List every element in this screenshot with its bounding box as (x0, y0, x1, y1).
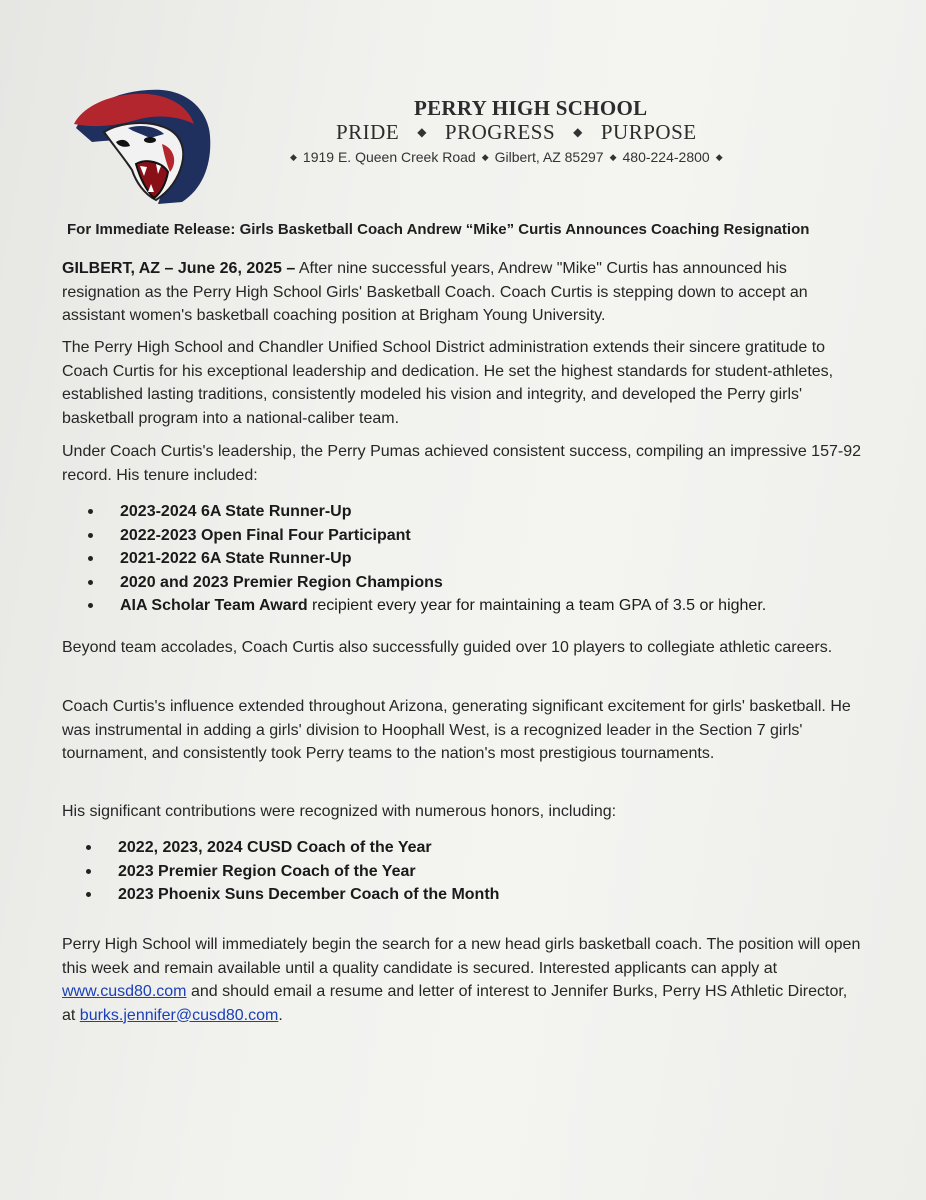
bullet-icon (86, 845, 91, 850)
email-link[interactable]: burks.jennifer@cusd80.com (79, 1006, 279, 1024)
honors-list (84, 836, 499, 907)
paragraph-search-text-c: . (278, 1006, 283, 1024)
bullet-icon (88, 533, 93, 538)
motto-purpose: PURPOSE (600, 120, 697, 144)
bullet-icon (88, 580, 93, 585)
diamond-separator-icon: ◆ (417, 125, 427, 139)
diamond-separator-icon: ◆ (715, 151, 723, 162)
list-item: 2021-2022 6A State Runner-Up (86, 547, 766, 571)
paragraph-1-text: After nine successful years, Andrew "Mike" Curtis has announced his resignation as the Perry High School Girls' Basketball Coach. Coach Curtis is stepping down to accept an assistant women's basketball coaching position at Brigham Young University. (62, 260, 808, 324)
bullet-icon (88, 509, 93, 514)
motto-progress: PROGRESS (444, 120, 556, 144)
diamond-separator-icon: ◆ (481, 151, 489, 162)
address-phone: 480-224-2800 (622, 149, 710, 165)
list-item: AIA Scholar Team Award recipient every year for maintaining a team GPA of 3.5 or higher. (86, 594, 766, 618)
release-headline: For Immediate Release: Girls Basketball Coach Andrew “Mike” Curtis Announces Coaching Resignation (67, 221, 810, 238)
school-name: PERRY HIGH SCHOOL (414, 96, 648, 120)
list-item: 2023 Premier Region Coach of the Year (84, 860, 499, 884)
list-item: 2020 and 2023 Premier Region Champions (86, 571, 766, 595)
paragraph-announcement (62, 257, 862, 328)
list-item: 2022-2023 Open Final Four Participant (86, 524, 766, 548)
address-street: 1919 E. Queen Creek Road (302, 149, 476, 165)
paragraph-collegiate: Beyond team accolades, Coach Curtis also successfully guided over 10 players to collegiate athletic careers. (62, 639, 833, 656)
bullet-icon (88, 556, 93, 561)
bullet-icon (86, 892, 91, 897)
bullet-icon (88, 603, 93, 608)
bullet-icon (86, 869, 91, 874)
diamond-separator-icon: ◆ (290, 151, 297, 162)
motto-pride: PRIDE (336, 120, 400, 144)
list-item: 2023 Phoenix Suns December Coach of the Month (84, 883, 499, 907)
paragraph-honors-intro: His significant contributions were recognized with numerous honors, including: (62, 803, 617, 820)
list-item: 2023-2024 6A State Runner-Up (86, 500, 766, 524)
list-item: 2022, 2023, 2024 CUSD Coach of the Year (84, 836, 499, 860)
paragraph-search-text-b: and should email a resume and letter of interest to Jennifer Burks, Perry HS Athletic Director, at (62, 983, 848, 1024)
paragraph-search-text-a: Perry High School will immediately begin the search for a new head girls basketball coach. The position will open this week and remain available until a quality candidate is secured. Interested applicants can apply at (62, 936, 861, 977)
address-city: Gilbert, AZ 85297 (494, 149, 604, 165)
diamond-separator-icon: ◆ (573, 125, 583, 139)
paragraph-gratitude: The Perry High School and Chandler Unified School District administration extends their sincere gratitude to Coach Curtis for his exceptional leadership and dedication. He set the highest standards for student-athletes, established lasting traditions, consistently modeled his vision and integrity, and developed the Perry girls' basketball program into a national-caliber team. (62, 339, 834, 427)
school-motto (336, 120, 697, 145)
achievements-list (86, 500, 766, 618)
website-link[interactable]: www.cusd80.com (62, 983, 187, 1000)
dateline: GILBERT, AZ – June 26, 2025 – (62, 260, 296, 277)
paragraph-record: Under Coach Curtis's leadership, the Perry Pumas achieved consistent success, compiling an impressive 157-92 record. His tenure included: (62, 443, 861, 484)
paragraph-search (62, 933, 862, 1027)
puma-mascot-logo (70, 84, 218, 208)
school-address (290, 149, 723, 165)
paragraph-influence: Coach Curtis's influence extended throughout Arizona, generating significant excitement for girls' basketball. He was instrumental in adding a girls' division to Hoophall West, is a recognized leader in the Section 7 girls' tournament, and consistently took Perry teams to the nation's most prestigious tournaments. (62, 698, 851, 762)
diamond-separator-icon: ◆ (609, 151, 617, 162)
